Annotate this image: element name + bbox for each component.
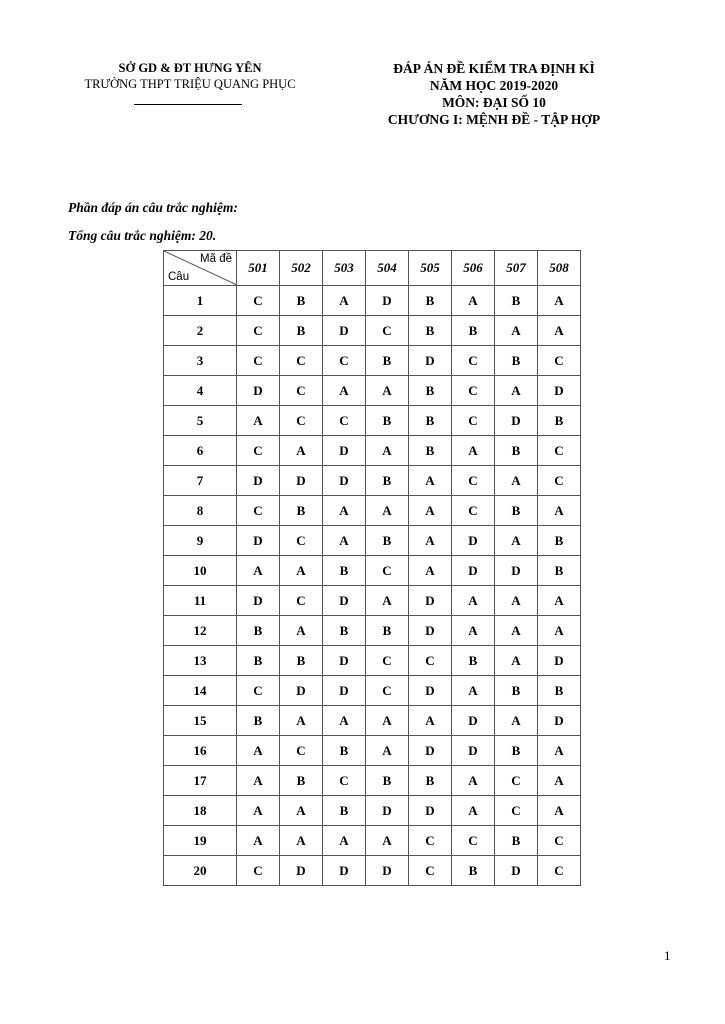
question-number: 2 xyxy=(164,316,237,346)
answer-cell: C xyxy=(366,316,409,346)
answer-cell: A xyxy=(495,706,538,736)
header-left xyxy=(65,60,315,92)
answer-cell: D xyxy=(280,856,323,886)
answer-cell: D xyxy=(538,646,581,676)
answer-cell: B xyxy=(237,646,280,676)
answer-cell: A xyxy=(366,376,409,406)
answer-cell: D xyxy=(495,406,538,436)
answer-cell: B xyxy=(323,616,366,646)
question-number: 4 xyxy=(164,376,237,406)
answer-cell: C xyxy=(366,556,409,586)
answer-cell: D xyxy=(323,856,366,886)
answer-cell: A xyxy=(409,556,452,586)
answer-cell: C xyxy=(237,676,280,706)
answer-cell: A xyxy=(237,406,280,436)
table-row xyxy=(164,736,581,766)
answer-cell: C xyxy=(538,856,581,886)
answer-cell: B xyxy=(323,796,366,826)
question-number: 11 xyxy=(164,586,237,616)
answer-cell: B xyxy=(280,316,323,346)
table-row xyxy=(164,796,581,826)
answer-cell: C xyxy=(237,436,280,466)
answer-cell: D xyxy=(323,676,366,706)
answer-cell: A xyxy=(323,826,366,856)
answer-cell: C xyxy=(280,346,323,376)
table-row xyxy=(164,826,581,856)
table-row xyxy=(164,436,581,466)
answer-cell: D xyxy=(409,736,452,766)
corner-cell xyxy=(164,251,237,286)
department-name: SỞ GD & ĐT HƯNG YÊN xyxy=(118,61,262,75)
answer-cell: A xyxy=(452,436,495,466)
answer-cell: C xyxy=(366,646,409,676)
answer-cell: A xyxy=(280,556,323,586)
answer-cell: B xyxy=(495,496,538,526)
answer-cell: B xyxy=(452,646,495,676)
total-questions-label: Tổng câu trắc nghiệm: 20. xyxy=(68,228,217,243)
answer-cell: D xyxy=(495,856,538,886)
answer-cell: D xyxy=(409,346,452,376)
answer-cell: A xyxy=(409,496,452,526)
answer-cell: B xyxy=(495,736,538,766)
answer-cell: C xyxy=(323,346,366,376)
answer-cell: B xyxy=(538,676,581,706)
answer-cell: C xyxy=(538,466,581,496)
answer-cell: D xyxy=(323,466,366,496)
table-row xyxy=(164,676,581,706)
answer-cell: C xyxy=(280,376,323,406)
answer-cell: C xyxy=(237,496,280,526)
question-number: 15 xyxy=(164,706,237,736)
answer-cell: B xyxy=(409,376,452,406)
answer-cell: C xyxy=(366,676,409,706)
answer-cell: B xyxy=(366,406,409,436)
answer-cell: A xyxy=(280,796,323,826)
answer-cell: A xyxy=(538,616,581,646)
question-number: 8 xyxy=(164,496,237,526)
question-number: 10 xyxy=(164,556,237,586)
answer-cell: D xyxy=(237,466,280,496)
answer-cell: D xyxy=(452,556,495,586)
answer-cell: D xyxy=(452,736,495,766)
answer-cell: D xyxy=(495,556,538,586)
answer-cell: A xyxy=(323,526,366,556)
document-title: ĐÁP ÁN ĐỀ KIỂM TRA ĐỊNH KÌ xyxy=(393,61,595,76)
question-number: 6 xyxy=(164,436,237,466)
table-row xyxy=(164,406,581,436)
answer-cell: D xyxy=(409,676,452,706)
chapter: CHƯƠNG I: MỆNH ĐỀ - TẬP HỢP xyxy=(387,112,601,127)
answer-cell: C xyxy=(280,406,323,436)
answer-cell: A xyxy=(280,436,323,466)
table-row xyxy=(164,616,581,646)
answer-cell: B xyxy=(237,706,280,736)
answer-cell: C xyxy=(495,766,538,796)
answer-cell: A xyxy=(538,736,581,766)
answer-cell: C xyxy=(452,826,495,856)
answer-cell: C xyxy=(237,316,280,346)
answer-cell: A xyxy=(495,646,538,676)
answer-cell: A xyxy=(538,766,581,796)
answer-cell: A xyxy=(323,706,366,736)
answer-cell: D xyxy=(237,526,280,556)
answer-cell: A xyxy=(237,736,280,766)
answer-cell: B xyxy=(366,526,409,556)
answer-cell: B xyxy=(495,826,538,856)
answer-cell: D xyxy=(409,796,452,826)
question-number: 12 xyxy=(164,616,237,646)
table-row xyxy=(164,526,581,556)
answer-cell: A xyxy=(366,436,409,466)
answer-cell: A xyxy=(495,316,538,346)
answer-cell: D xyxy=(538,376,581,406)
answer-cell: A xyxy=(452,796,495,826)
answer-cell: B xyxy=(366,766,409,796)
question-number: 5 xyxy=(164,406,237,436)
answer-cell: D xyxy=(538,706,581,736)
answer-cell: D xyxy=(366,796,409,826)
answer-cell: A xyxy=(409,466,452,496)
answer-cell: B xyxy=(409,406,452,436)
question-number: 9 xyxy=(164,526,237,556)
answer-cell: D xyxy=(409,586,452,616)
school-name: TRƯỜNG THPT TRIỆU QUANG PHỤC xyxy=(84,77,296,91)
answer-cell: A xyxy=(366,706,409,736)
answer-cell: B xyxy=(280,646,323,676)
answer-cell: A xyxy=(495,526,538,556)
answer-cell: B xyxy=(280,286,323,316)
answer-cell: A xyxy=(538,496,581,526)
answer-cell: A xyxy=(366,736,409,766)
answer-cell: C xyxy=(452,496,495,526)
answer-cell: A xyxy=(366,496,409,526)
answer-cell: C xyxy=(280,736,323,766)
answer-cell: B xyxy=(538,406,581,436)
question-number: 19 xyxy=(164,826,237,856)
answer-cell: A xyxy=(452,286,495,316)
page-number: 1 xyxy=(664,948,671,963)
answer-cell: B xyxy=(452,316,495,346)
answer-cell: D xyxy=(280,676,323,706)
question-number: 1 xyxy=(164,286,237,316)
table-row xyxy=(164,556,581,586)
answer-cell: A xyxy=(366,826,409,856)
table-row xyxy=(164,856,581,886)
answer-cell: A xyxy=(366,586,409,616)
answer-cell: B xyxy=(366,466,409,496)
answer-cell: B xyxy=(280,766,323,796)
answer-cell: A xyxy=(237,556,280,586)
answer-cell: D xyxy=(237,376,280,406)
answer-cell: A xyxy=(538,586,581,616)
answer-cell: D xyxy=(452,526,495,556)
answer-cell: A xyxy=(237,796,280,826)
table-row xyxy=(164,586,581,616)
answer-cell: C xyxy=(237,856,280,886)
answer-cell: A xyxy=(323,496,366,526)
table-row xyxy=(164,466,581,496)
question-number: 7 xyxy=(164,466,237,496)
answer-cell: D xyxy=(323,646,366,676)
exam-code-505: 505 xyxy=(409,251,452,286)
answer-cell: B xyxy=(452,856,495,886)
answer-cell: A xyxy=(280,826,323,856)
question-number: 13 xyxy=(164,646,237,676)
answer-cell: B xyxy=(538,556,581,586)
answer-cell: B xyxy=(409,766,452,796)
section-label: Phần đáp án câu trắc nghiệm: xyxy=(68,200,238,215)
answer-cell: A xyxy=(409,706,452,736)
answer-cell: A xyxy=(495,376,538,406)
answer-cell: B xyxy=(366,616,409,646)
answer-cell: A xyxy=(495,586,538,616)
answer-key-table xyxy=(163,250,581,886)
answer-cell: B xyxy=(495,346,538,376)
answer-cell: C xyxy=(495,796,538,826)
answer-cell: D xyxy=(237,586,280,616)
question-number: 18 xyxy=(164,796,237,826)
header-divider xyxy=(134,104,242,105)
question-number: 20 xyxy=(164,856,237,886)
table-row xyxy=(164,286,581,316)
answer-cell: C xyxy=(237,346,280,376)
exam-code-heading: Mã đề xyxy=(200,253,232,265)
answer-cell: A xyxy=(538,286,581,316)
answer-cell: A xyxy=(452,676,495,706)
answer-cell: A xyxy=(237,826,280,856)
answer-cell: D xyxy=(323,586,366,616)
answer-cell: A xyxy=(452,766,495,796)
header-right xyxy=(365,60,623,128)
answer-cell: C xyxy=(538,826,581,856)
question-number: 16 xyxy=(164,736,237,766)
answer-cell: C xyxy=(538,346,581,376)
answer-cell: D xyxy=(409,616,452,646)
header-row xyxy=(164,251,581,286)
answer-cell: B xyxy=(409,316,452,346)
answer-cell: A xyxy=(495,466,538,496)
exam-code-508: 508 xyxy=(538,251,581,286)
answer-cell: A xyxy=(538,796,581,826)
table-row xyxy=(164,316,581,346)
exam-code-506: 506 xyxy=(452,251,495,286)
answer-cell: C xyxy=(538,436,581,466)
answer-cell: D xyxy=(280,466,323,496)
answer-cell: B xyxy=(366,346,409,376)
answer-cell: A xyxy=(495,616,538,646)
answer-cell: D xyxy=(323,436,366,466)
answer-cell: A xyxy=(280,616,323,646)
answer-cell: A xyxy=(323,376,366,406)
answer-rows xyxy=(164,286,581,886)
answer-cell: A xyxy=(409,526,452,556)
answer-cell: C xyxy=(280,526,323,556)
answer-cell: D xyxy=(366,856,409,886)
table-row xyxy=(164,376,581,406)
table-row xyxy=(164,646,581,676)
answer-cell: C xyxy=(452,346,495,376)
answer-cell: B xyxy=(409,436,452,466)
answer-cell: A xyxy=(237,766,280,796)
exam-code-507: 507 xyxy=(495,251,538,286)
answer-cell: A xyxy=(452,616,495,646)
answer-cell: C xyxy=(237,286,280,316)
answer-cell: C xyxy=(409,826,452,856)
answer-cell: D xyxy=(452,706,495,736)
exam-code-502: 502 xyxy=(280,251,323,286)
table-row xyxy=(164,496,581,526)
answer-cell: C xyxy=(409,646,452,676)
answer-cell: B xyxy=(409,286,452,316)
answer-cell: D xyxy=(323,316,366,346)
question-heading: Câu xyxy=(168,271,190,283)
answer-cell: C xyxy=(409,856,452,886)
answer-cell: C xyxy=(452,466,495,496)
answer-cell: C xyxy=(452,406,495,436)
answer-cell: C xyxy=(452,376,495,406)
answer-cell: A xyxy=(323,286,366,316)
answer-cell: A xyxy=(452,586,495,616)
answer-cell: B xyxy=(323,556,366,586)
table-row xyxy=(164,706,581,736)
answer-cell: D xyxy=(366,286,409,316)
question-number: 14 xyxy=(164,676,237,706)
answer-cell: A xyxy=(538,316,581,346)
subject: MÔN: ĐẠI SỐ 10 xyxy=(442,95,546,110)
answer-cell: B xyxy=(538,526,581,556)
answer-cell: C xyxy=(323,406,366,436)
answer-cell: C xyxy=(280,586,323,616)
answer-cell: B xyxy=(237,616,280,646)
answer-cell: A xyxy=(280,706,323,736)
answer-cell: B xyxy=(495,286,538,316)
exam-code-504: 504 xyxy=(366,251,409,286)
answer-cell: B xyxy=(323,736,366,766)
school-year: NĂM HỌC 2019-2020 xyxy=(429,78,559,93)
answer-cell: B xyxy=(495,676,538,706)
exam-code-503: 503 xyxy=(323,251,366,286)
question-number: 17 xyxy=(164,766,237,796)
answer-cell: C xyxy=(323,766,366,796)
table-row xyxy=(164,766,581,796)
exam-code-501: 501 xyxy=(237,251,280,286)
table-row xyxy=(164,346,581,376)
answer-cell: B xyxy=(280,496,323,526)
question-number: 3 xyxy=(164,346,237,376)
answer-cell: B xyxy=(495,436,538,466)
